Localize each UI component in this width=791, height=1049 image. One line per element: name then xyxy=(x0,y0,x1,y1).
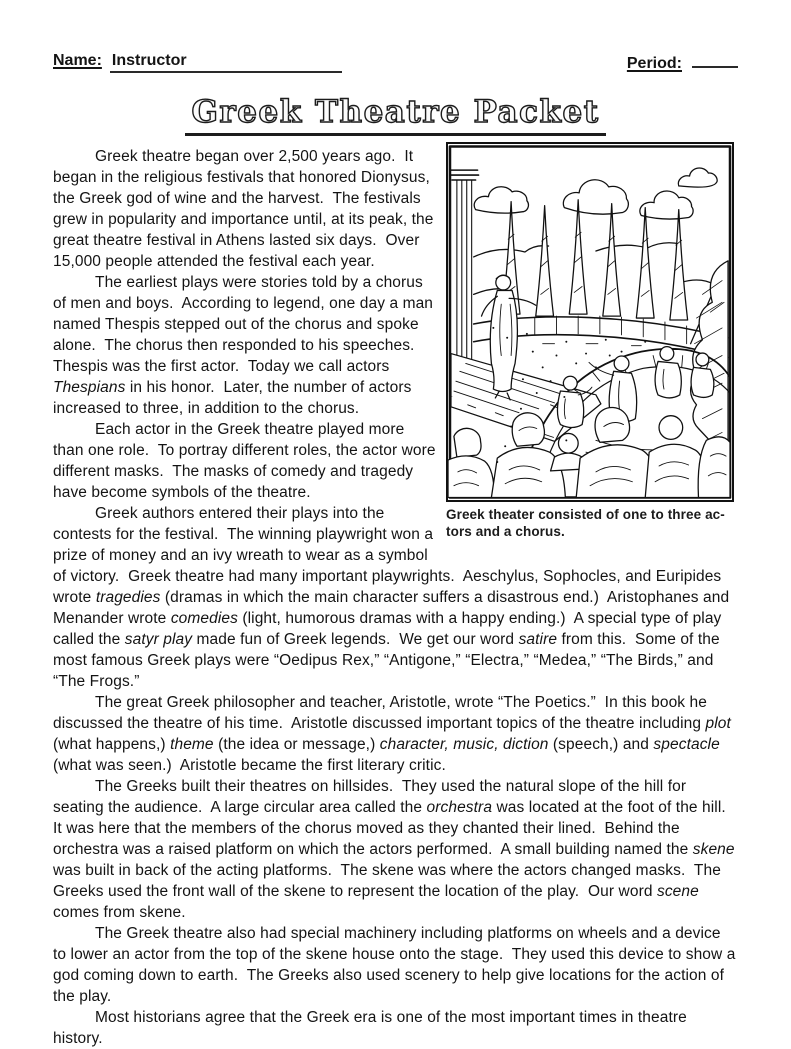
paragraph xyxy=(53,923,738,1007)
text-run: from this. Some of the most famous Greek plays were “Oedipus Rex,” “Antigone,” “Electra,” “Medea,” “The Birds,” and “The Frogs.” xyxy=(53,631,725,690)
italic-term: orchestra xyxy=(426,799,493,816)
greek-theatre-illustration xyxy=(446,142,734,502)
name-field xyxy=(53,52,342,73)
period-label: Period: xyxy=(626,55,682,72)
header xyxy=(53,52,738,73)
figure-caption-line: Greek theater consisted of one to three ac- xyxy=(446,507,725,522)
italic-term: satire xyxy=(518,631,558,648)
text-run: was located at the foot of the hill. It was here that the members of the chorus moved as they chanted their lined. Behind the orchestra was a raised platform on which the actors performed. A small building named the xyxy=(53,799,735,858)
text-run: was built in back of the acting platforms. The skene was where the actors changed masks. The Greeks used the front wall of the skene to represent the location of the play. Our word xyxy=(53,841,740,900)
text-run: (light, humorous dramas with a happy ending.) A special type of play called the xyxy=(53,610,726,648)
name-value: Instructor xyxy=(111,52,187,69)
page-title xyxy=(53,93,738,136)
text-run: Most historians agree that the Greek era is one of the most important times in theatre history. xyxy=(53,1009,692,1047)
text-run: in his honor. Later, the number of actors increased to three, in addition to the chorus. xyxy=(53,379,416,417)
figure xyxy=(446,142,738,540)
italic-term: satyr play xyxy=(124,631,193,648)
italic-term: theme xyxy=(170,736,214,753)
italic-term: comedies xyxy=(170,610,238,627)
text-run: The Greek theatre also had special machinery including platforms on wheels and a device to lower an actor from the top of the skene house onto the stage. They used this device to show a god coming down to earth. The Greeks also used scenery to help give locations for the action of the play. xyxy=(53,925,740,1005)
italic-term: Thespians xyxy=(53,379,126,396)
paragraph xyxy=(53,1007,738,1049)
text-run: (dramas in which the main character suffers a disastrous end.) Aristophanes and Menander wrote xyxy=(53,589,734,627)
text-run: The Greeks built their theatres on hillsides. They used the natural slope of the hill for seating the audience. A large circular area called the xyxy=(53,778,691,816)
page-title-text: Greek Theatre Packet xyxy=(185,94,605,136)
paragraph xyxy=(53,692,738,776)
text-run: The great Greek philosopher and teacher, Aristotle, wrote “The Poetics.” In this book he discussed the theatre of his time. Aristotle discussed important topics of the theatre including xyxy=(53,694,712,732)
text-run: (speech,) and xyxy=(548,736,654,753)
text-run: (the idea or message,) xyxy=(213,736,380,753)
italic-term: tragedies xyxy=(95,589,161,606)
italic-term: scene xyxy=(656,883,699,900)
text-run: Greek authors entered their plays into the contests for the festival. The winning playwright won a prize of money and an ivy wreath to wear as a symbol of victory. Greek theatre had many important playwrights. Aeschylus, Sophocles, and Euripides wrote xyxy=(53,505,726,606)
text-run: (what was seen.) Aristotle became the first literary critic. xyxy=(53,736,725,774)
text-run: comes from skene. xyxy=(53,883,704,921)
text-run: Each actor in the Greek theatre played more than one role. To portray different roles, the actor wore different masks. The masks of comedy and tragedy have become symbols of the theatre. xyxy=(53,421,441,501)
period-blank xyxy=(692,53,738,68)
italic-term: skene xyxy=(692,841,735,858)
text-run: made fun of Greek legends. We get our word xyxy=(192,631,519,648)
italic-term: character, music, diction xyxy=(379,736,549,753)
article-body xyxy=(53,146,738,1049)
italic-term: spectacle xyxy=(653,736,720,753)
text-run: (what happens,) xyxy=(53,715,736,753)
figure-caption-line: tors and a chorus. xyxy=(446,523,565,539)
name-label: Name: xyxy=(53,52,102,69)
name-line xyxy=(110,52,342,73)
figure-caption xyxy=(446,507,738,540)
period-field xyxy=(627,53,738,73)
text-run: The earliest plays were stories told by a chorus of men and boys. According to legend, one day a man named Thespis stepped out of the chorus and spoke alone. The chorus then responded to his speeches. Thespis was the first actor. Today we call actors xyxy=(53,274,438,375)
italic-term: plot xyxy=(705,715,731,732)
paragraph xyxy=(53,776,738,923)
text-run: Greek theatre began over 2,500 years ago. It began in the religious festivals that honored Dionysus, the Greek god of wine and the harvest. The festivals grew in popularity and importance until, at its peak, the great theatre festival in Athens lasted six days. Over 15,000 people attended the festival each year. xyxy=(53,148,438,270)
